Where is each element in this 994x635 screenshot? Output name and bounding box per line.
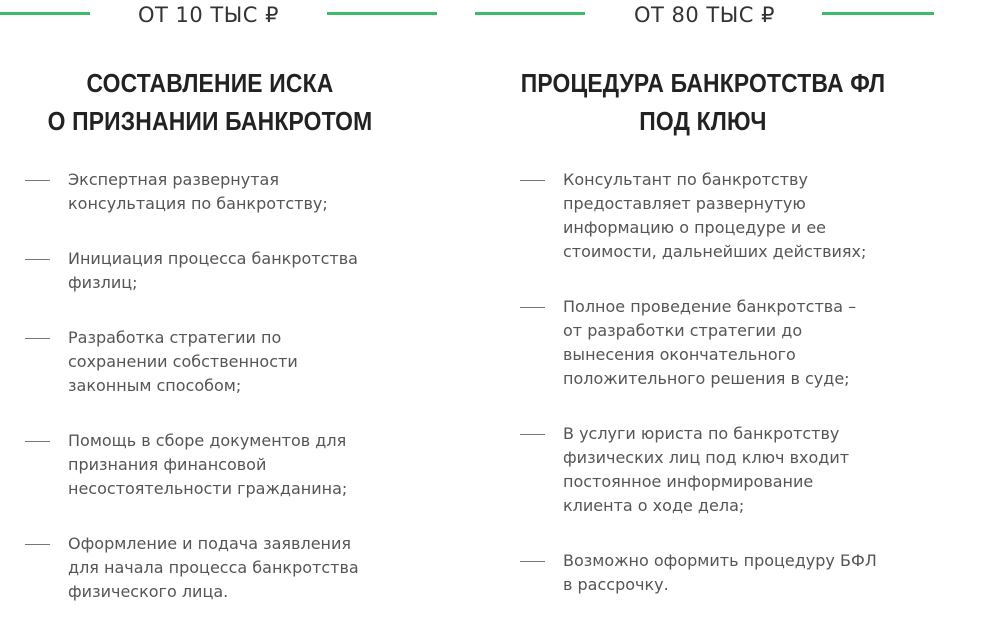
dash-icon bbox=[520, 561, 545, 562]
list-item-line: постоянное информирование bbox=[563, 472, 814, 491]
price-label: ОТ 10 ТЫС ₽ bbox=[138, 3, 279, 27]
list-item-line: Инициация процесса банкротства bbox=[68, 249, 358, 268]
list-item-line: признания финансовой bbox=[68, 455, 267, 474]
list-item-line: несостоятельности гражданина; bbox=[68, 479, 348, 498]
list-item-line: физического лица. bbox=[68, 582, 229, 601]
service-card-left bbox=[0, 0, 460, 601]
list-item bbox=[25, 326, 388, 398]
service-title-line: ПОД КЛЮЧ bbox=[639, 106, 767, 136]
list-item bbox=[520, 549, 893, 597]
dash-icon bbox=[520, 434, 545, 435]
dash-icon bbox=[520, 307, 545, 308]
price-row bbox=[475, 0, 935, 30]
service-title bbox=[25, 64, 395, 140]
list-item-line: Возможно оформить процедуру БФЛ bbox=[563, 551, 877, 570]
dash-icon bbox=[520, 180, 545, 181]
list-item-line: предоставляет развернутую bbox=[563, 194, 806, 213]
service-title bbox=[518, 64, 888, 140]
service-title-line: О ПРИЗНАНИИ БАНКРОТОМ bbox=[47, 106, 373, 136]
list-item-line: Консультант по банкротству bbox=[563, 170, 808, 189]
list-item bbox=[520, 295, 893, 391]
list-item-line: Разработка стратегии по bbox=[68, 328, 282, 347]
list-item-line: клиента о ходе дела; bbox=[563, 496, 745, 515]
service-card-right bbox=[475, 0, 935, 594]
list-item bbox=[25, 247, 388, 295]
list-item-line: для начала процесса банкротства bbox=[68, 558, 359, 577]
list-item-line: положительного решения в суде; bbox=[563, 369, 850, 388]
service-features-list bbox=[25, 168, 388, 635]
list-item-line: физических лиц под ключ входит bbox=[563, 448, 850, 467]
list-item-line: вынесения окончательного bbox=[563, 345, 796, 364]
list-item bbox=[520, 422, 893, 518]
list-item-line: сохранении собственности bbox=[68, 352, 298, 371]
service-title-line: ПРОЦЕДУРА БАНКРОТСТВА ФЛ bbox=[520, 68, 886, 98]
list-item-line: законным способом; bbox=[68, 376, 242, 395]
list-item bbox=[520, 168, 893, 264]
list-item-line: Помощь в сборе документов для bbox=[68, 431, 347, 450]
dash-icon bbox=[25, 544, 50, 545]
price-row bbox=[0, 0, 460, 30]
list-item-line: физлиц; bbox=[68, 273, 138, 292]
list-item-line: В услуги юриста по банкротству bbox=[563, 424, 840, 443]
list-item bbox=[25, 429, 388, 501]
service-features-list bbox=[520, 168, 893, 628]
list-item-line: стоимости, дальнейших действиях; bbox=[563, 242, 867, 261]
dash-icon bbox=[25, 338, 50, 339]
list-item bbox=[25, 168, 388, 216]
dash-icon bbox=[25, 441, 50, 442]
dash-icon bbox=[25, 180, 50, 181]
dash-icon bbox=[25, 259, 50, 260]
list-item-line: информацию о процедуре и ее bbox=[563, 218, 827, 237]
service-title-line: СОСТАВЛЕНИЕ ИСКА bbox=[86, 68, 334, 98]
list-item-line: от разработки стратегии до bbox=[563, 321, 803, 340]
list-item-line: Оформление и подача заявления bbox=[68, 534, 352, 553]
list-item-line: Экспертная развернутая bbox=[68, 170, 279, 189]
list-item bbox=[25, 532, 388, 604]
price-label: ОТ 80 ТЫС ₽ bbox=[634, 3, 775, 27]
list-item-line: Полное проведение банкротства – bbox=[563, 297, 857, 316]
list-item-line: консультация по банкротству; bbox=[68, 194, 328, 213]
list-item-line: в рассрочку. bbox=[563, 575, 669, 594]
